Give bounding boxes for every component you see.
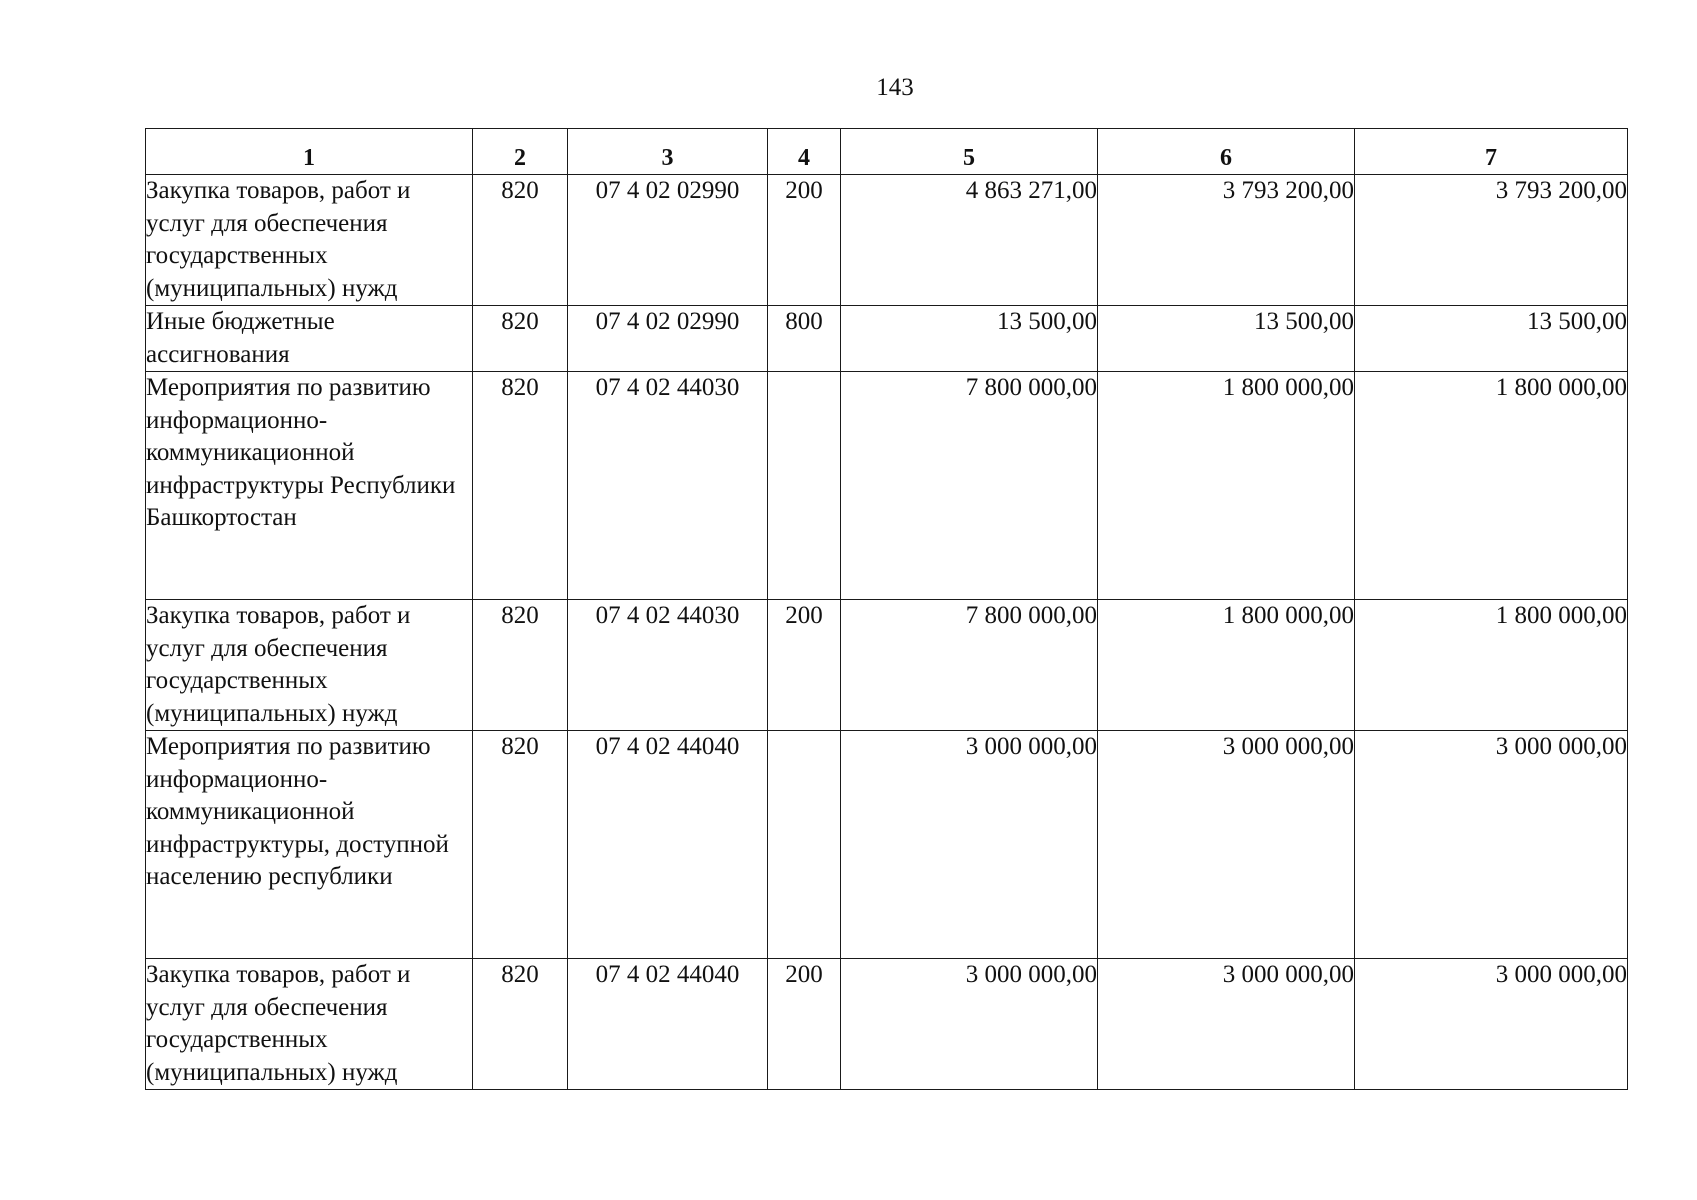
budget-table — [145, 128, 1628, 1090]
amount-cell: 7 800 000,00 — [841, 600, 1098, 731]
column-header: 3 — [568, 129, 768, 175]
row-name: Закупка товаров, работ и услуг для обеспечения государственных (муниципальных) нужд — [146, 175, 473, 306]
amount-cell: 3 793 200,00 — [1098, 175, 1355, 306]
row-name: Закупка товаров, работ и услуг для обеспечения государственных (муниципальных) нужд — [146, 600, 473, 731]
amount-cell: 3 000 000,00 — [841, 959, 1098, 1090]
table-row — [146, 175, 1628, 306]
column-header: 5 — [841, 129, 1098, 175]
target-code: 07 4 02 02990 — [568, 175, 768, 306]
ministry-code: 820 — [473, 600, 568, 731]
table-row — [146, 600, 1628, 731]
amount-cell: 7 800 000,00 — [841, 372, 1098, 600]
ministry-code: 820 — [473, 306, 568, 372]
expense-type: 200 — [768, 600, 841, 731]
amount-cell: 13 500,00 — [1355, 306, 1628, 372]
expense-type: 800 — [768, 306, 841, 372]
table-row — [146, 731, 1628, 959]
amount-cell: 3 000 000,00 — [1098, 731, 1355, 959]
column-header: 1 — [146, 129, 473, 175]
target-code: 07 4 02 44030 — [568, 372, 768, 600]
amount-cell: 3 000 000,00 — [1355, 959, 1628, 1090]
expense-type: 200 — [768, 959, 841, 1090]
column-header: 2 — [473, 129, 568, 175]
amount-cell: 3 793 200,00 — [1355, 175, 1628, 306]
column-header: 6 — [1098, 129, 1355, 175]
amount-cell: 13 500,00 — [1098, 306, 1355, 372]
amount-cell: 13 500,00 — [841, 306, 1098, 372]
ministry-code: 820 — [473, 731, 568, 959]
ministry-code: 820 — [473, 175, 568, 306]
row-name: Закупка товаров, работ и услуг для обеспечения государственных (муниципальных) нужд — [146, 959, 473, 1090]
expense-type — [768, 731, 841, 959]
column-header: 7 — [1355, 129, 1628, 175]
amount-cell: 1 800 000,00 — [1355, 600, 1628, 731]
amount-cell: 4 863 271,00 — [841, 175, 1098, 306]
amount-cell: 1 800 000,00 — [1098, 600, 1355, 731]
expense-type — [768, 372, 841, 600]
page-number: 143 — [876, 74, 914, 101]
target-code: 07 4 02 02990 — [568, 306, 768, 372]
row-name: Мероприятия по развитию информационно-коммуникационной инфраструктуры Республики Башкортостан — [146, 372, 473, 600]
table-row — [146, 372, 1628, 600]
target-code: 07 4 02 44030 — [568, 600, 768, 731]
row-name: Мероприятия по развитию информационно-коммуникационной инфраструктуры, доступной населению республики — [146, 731, 473, 959]
header-row — [146, 129, 1628, 175]
table-row — [146, 306, 1628, 372]
amount-cell: 3 000 000,00 — [1098, 959, 1355, 1090]
ministry-code: 820 — [473, 372, 568, 600]
target-code: 07 4 02 44040 — [568, 731, 768, 959]
amount-cell: 3 000 000,00 — [841, 731, 1098, 959]
amount-cell: 1 800 000,00 — [1355, 372, 1628, 600]
column-header: 4 — [768, 129, 841, 175]
table-row — [146, 959, 1628, 1090]
amount-cell: 1 800 000,00 — [1098, 372, 1355, 600]
target-code: 07 4 02 44040 — [568, 959, 768, 1090]
ministry-code: 820 — [473, 959, 568, 1090]
row-name: Иные бюджетные ассигнования — [146, 306, 473, 372]
expense-type: 200 — [768, 175, 841, 306]
amount-cell: 3 000 000,00 — [1355, 731, 1628, 959]
